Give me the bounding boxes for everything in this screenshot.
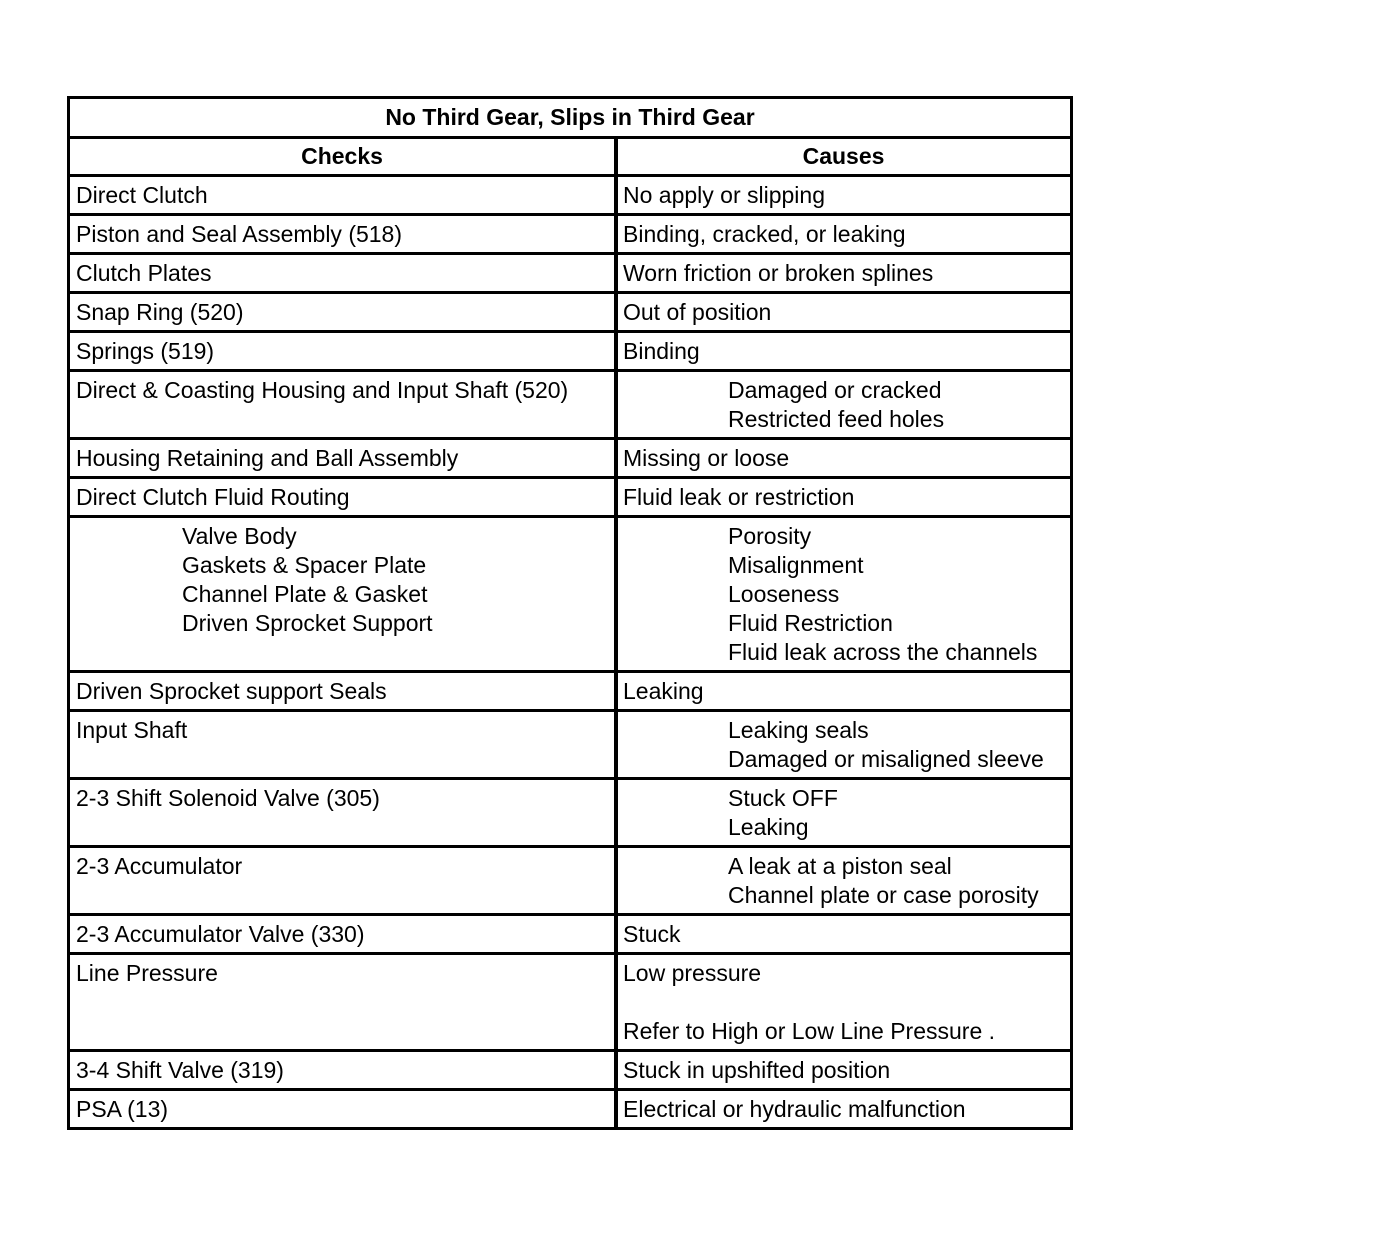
cause-cell bbox=[618, 255, 1070, 291]
check-text: 3-4 Shift Valve (319) bbox=[76, 1057, 284, 1083]
table-row bbox=[70, 479, 1070, 518]
table-row bbox=[70, 333, 1070, 372]
check-text: PSA (13) bbox=[76, 1096, 169, 1122]
cause-text: Porosity bbox=[728, 523, 812, 549]
cause-text: Looseness bbox=[728, 581, 840, 607]
cause-text: Fluid Restriction bbox=[728, 610, 893, 636]
cause-text: Leaking seals bbox=[728, 717, 869, 743]
check-cell bbox=[70, 848, 618, 913]
cause-text: A leak at a piston seal bbox=[728, 853, 952, 879]
cause-text: Damaged or misaligned sleeve bbox=[728, 746, 1044, 772]
check-cell bbox=[70, 916, 618, 952]
cause-cell bbox=[618, 780, 1070, 845]
check-text: Driven Sprocket support Seals bbox=[76, 678, 387, 704]
cause-text: Restricted feed holes bbox=[728, 406, 945, 432]
check-text: Channel Plate & Gasket bbox=[182, 581, 428, 607]
cause-text: Stuck in upshifted position bbox=[623, 1057, 891, 1083]
cause-cell bbox=[618, 916, 1070, 952]
check-text: Direct Clutch Fluid Routing bbox=[76, 484, 350, 510]
check-cell bbox=[70, 955, 618, 1049]
cause-cell bbox=[618, 216, 1070, 252]
cause-text: Channel plate or case porosity bbox=[728, 882, 1039, 908]
table-row bbox=[70, 1091, 1070, 1127]
cause-text bbox=[623, 988, 1064, 1017]
cause-cell bbox=[618, 479, 1070, 515]
check-text: Gaskets & Spacer Plate bbox=[182, 552, 427, 578]
table-row bbox=[70, 673, 1070, 712]
table-row bbox=[70, 1052, 1070, 1091]
table-header-row bbox=[70, 139, 1070, 177]
check-cell bbox=[70, 440, 618, 476]
check-cell bbox=[70, 255, 618, 291]
check-cell bbox=[70, 518, 618, 670]
table-row bbox=[70, 216, 1070, 255]
cause-text: Worn friction or broken splines bbox=[623, 260, 934, 286]
cause-cell bbox=[618, 848, 1070, 913]
check-text: Snap Ring (520) bbox=[76, 299, 244, 325]
check-text: Input Shaft bbox=[76, 717, 188, 743]
cause-cell bbox=[618, 712, 1070, 777]
cause-text: Electrical or hydraulic malfunction bbox=[623, 1096, 966, 1122]
check-cell bbox=[70, 333, 618, 369]
table-row bbox=[70, 780, 1070, 848]
cause-cell bbox=[618, 440, 1070, 476]
check-cell bbox=[70, 216, 618, 252]
check-cell bbox=[70, 780, 618, 845]
check-text: Line Pressure bbox=[76, 960, 218, 986]
cause-cell bbox=[618, 294, 1070, 330]
cause-cell bbox=[618, 372, 1070, 437]
cause-cell bbox=[618, 1091, 1070, 1127]
table-row bbox=[70, 255, 1070, 294]
cause-text: Missing or loose bbox=[623, 445, 790, 471]
table-row bbox=[70, 518, 1070, 673]
table-row bbox=[70, 372, 1070, 440]
check-text: Direct Clutch bbox=[76, 182, 208, 208]
table-row bbox=[70, 177, 1070, 216]
check-text: 2-3 Shift Solenoid Valve (305) bbox=[76, 785, 380, 811]
check-text: Springs (519) bbox=[76, 338, 215, 364]
table-body bbox=[70, 177, 1070, 1127]
cause-cell bbox=[618, 1052, 1070, 1088]
cause-cell bbox=[618, 518, 1070, 670]
diagnostic-table bbox=[67, 96, 1073, 1130]
table-row bbox=[70, 712, 1070, 780]
table-row bbox=[70, 955, 1070, 1052]
cause-text: Leaking bbox=[728, 814, 809, 840]
cause-text: Low pressure bbox=[623, 960, 762, 986]
check-cell bbox=[70, 1091, 618, 1127]
cause-text: Fluid leak across the channels bbox=[728, 639, 1038, 665]
check-cell bbox=[70, 294, 618, 330]
cause-text: Binding, cracked, or leaking bbox=[623, 221, 906, 247]
check-cell bbox=[70, 177, 618, 213]
cause-cell bbox=[618, 177, 1070, 213]
check-cell bbox=[70, 479, 618, 515]
cause-text: Out of position bbox=[623, 299, 772, 325]
check-text: Direct & Coasting Housing and Input Shaft (520) bbox=[76, 377, 569, 403]
table-row bbox=[70, 440, 1070, 479]
cause-text: Leaking bbox=[623, 678, 704, 704]
check-cell bbox=[70, 673, 618, 709]
checks-header: Checks bbox=[70, 139, 618, 174]
cause-text: Refer to High or Low Line Pressure . bbox=[623, 1018, 996, 1044]
cause-text: Stuck OFF bbox=[728, 785, 838, 811]
check-cell bbox=[70, 712, 618, 777]
table-row bbox=[70, 916, 1070, 955]
check-text: Piston and Seal Assembly (518) bbox=[76, 221, 403, 247]
causes-header: Causes bbox=[802, 143, 885, 169]
check-text: Housing Retaining and Ball Assembly bbox=[76, 445, 459, 471]
table-title: No Third Gear, Slips in Third Gear bbox=[70, 99, 1070, 139]
check-cell bbox=[70, 372, 618, 437]
cause-text: No apply or slipping bbox=[623, 182, 826, 208]
check-text: Clutch Plates bbox=[76, 260, 212, 286]
cause-text: Fluid leak or restriction bbox=[623, 484, 855, 510]
check-text: Driven Sprocket Support bbox=[182, 610, 433, 636]
check-text: 2-3 Accumulator bbox=[76, 853, 243, 879]
check-text: Valve Body bbox=[182, 523, 297, 549]
check-text: 2-3 Accumulator Valve (330) bbox=[76, 921, 365, 947]
cause-cell bbox=[618, 955, 1070, 1049]
check-cell bbox=[70, 1052, 618, 1088]
cause-cell bbox=[618, 673, 1070, 709]
cause-text: Stuck bbox=[623, 921, 681, 947]
cause-text: Binding bbox=[623, 338, 700, 364]
table-row bbox=[70, 294, 1070, 333]
cause-cell bbox=[618, 333, 1070, 369]
cause-text: Misalignment bbox=[728, 552, 864, 578]
cause-text: Damaged or cracked bbox=[728, 377, 942, 403]
table-row bbox=[70, 848, 1070, 916]
